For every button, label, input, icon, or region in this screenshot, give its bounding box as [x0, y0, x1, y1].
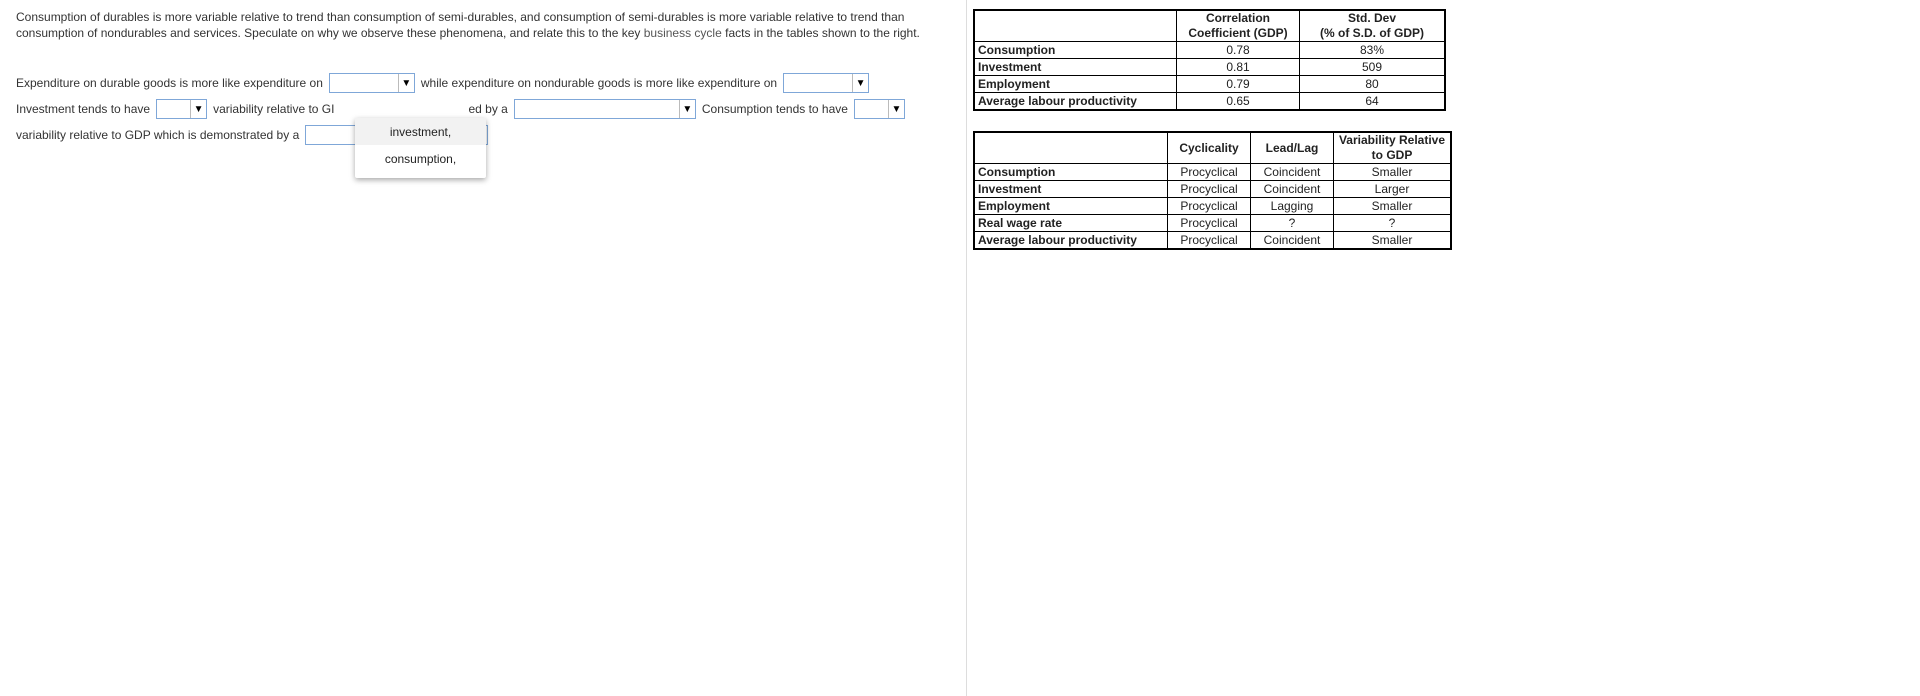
correlation-value: 0.78	[1177, 42, 1300, 59]
header-variability-line1: Variability Relative	[1338, 133, 1446, 147]
dropdown-option-investment[interactable]: investment,	[355, 118, 486, 145]
std-dev-value: 64	[1300, 93, 1446, 111]
correlation-value: 0.65	[1177, 93, 1300, 111]
q2-text-b: variability relative to GI	[213, 102, 335, 116]
row-label: Average labour productivity	[974, 232, 1168, 250]
table-row	[974, 59, 1445, 76]
header-std-dev-line1: Std. Dev	[1347, 11, 1396, 25]
lead-lag-value: ?	[1251, 215, 1334, 232]
header-variability	[1334, 132, 1452, 164]
std-dev-value: 509	[1300, 59, 1446, 76]
table-row	[974, 232, 1451, 250]
q1-text-a: Expenditure on durable goods is more like expenditure on	[16, 76, 323, 90]
consumption-variability-select[interactable]	[854, 99, 905, 119]
header-cyclicality: Cyclicality	[1168, 132, 1251, 164]
lead-lag-value: Coincident	[1251, 232, 1334, 250]
cyclicality-value: Procyclical	[1168, 198, 1251, 215]
question-line-2	[16, 98, 905, 120]
q3-text-a: variability relative to GDP which is demonstrated by a	[16, 128, 300, 142]
dropdown-menu	[355, 118, 486, 178]
chevron-down-icon[interactable]: ▼	[852, 74, 868, 92]
variability-value: Larger	[1334, 181, 1452, 198]
header-lead-lag: Lead/Lag	[1251, 132, 1334, 164]
variability-value: ?	[1334, 215, 1452, 232]
row-label: Employment	[974, 198, 1168, 215]
header-blank	[974, 132, 1168, 164]
variability-value: Smaller	[1334, 164, 1452, 181]
row-label: Consumption	[974, 42, 1177, 59]
std-dev-value: 80	[1300, 76, 1446, 93]
investment-variability-select[interactable]	[156, 99, 207, 119]
table-row	[974, 42, 1445, 59]
header-variability-line2: to GDP	[1371, 148, 1413, 162]
lead-lag-value: Coincident	[1251, 164, 1334, 181]
table-row	[974, 93, 1445, 111]
question-line-1	[16, 72, 869, 94]
table-row	[974, 215, 1451, 232]
row-label: Consumption	[974, 164, 1168, 181]
table-row	[974, 181, 1451, 198]
row-label: Investment	[974, 59, 1177, 76]
lead-lag-value: Lagging	[1251, 198, 1334, 215]
variability-value: Smaller	[1334, 198, 1452, 215]
panel-divider	[966, 0, 967, 696]
variability-value: Smaller	[1334, 232, 1452, 250]
cyclicality-value: Procyclical	[1168, 164, 1251, 181]
table-header-row	[974, 132, 1451, 164]
table-header-row	[974, 10, 1445, 42]
correlation-value: 0.81	[1177, 59, 1300, 76]
investment-demonstrated-select[interactable]	[514, 99, 696, 119]
cyclicality-value: Procyclical	[1168, 232, 1251, 250]
header-blank	[974, 10, 1177, 42]
q2-text-a: Investment tends to have	[16, 102, 151, 116]
question-intro	[16, 9, 966, 41]
cyclicality-table	[973, 131, 1452, 250]
chevron-down-icon[interactable]: ▼	[888, 100, 904, 118]
table-row	[974, 76, 1445, 93]
chevron-down-icon[interactable]: ▼	[190, 100, 206, 118]
header-std-dev	[1300, 10, 1446, 42]
chevron-down-icon[interactable]: ▼	[679, 100, 695, 118]
header-correlation-line2: Coefficient (GDP)	[1188, 26, 1288, 40]
dropdown-option-consumption[interactable]: consumption,	[384, 151, 457, 166]
chevron-down-icon[interactable]: ▼	[398, 74, 414, 92]
q1-text-b: while expenditure on nondurable goods is more like expenditure on	[420, 76, 778, 90]
header-correlation	[1177, 10, 1300, 42]
row-label: Employment	[974, 76, 1177, 93]
cyclicality-value: Procyclical	[1168, 215, 1251, 232]
business-cycle-link[interactable]: business cycle	[643, 26, 722, 40]
row-label: Real wage rate	[974, 215, 1168, 232]
header-std-dev-line2: (% of S.D. of GDP)	[1320, 26, 1424, 40]
durable-goods-select[interactable]	[329, 73, 415, 93]
q2-text-c: ed by a	[468, 102, 508, 116]
q2-text-d: Consumption tends to have	[701, 102, 848, 116]
intro-text: Consumption of durables is more variable relative to trend than consumption of semi-durables, and consumption of semi-durables is more variable relative to trend than consumption of nondurables and services. Speculate on why we observe these phenomena, and relate this to the key	[16, 10, 905, 40]
intro-text-end: facts in the tables shown to the right.	[721, 26, 920, 40]
nondurable-goods-select[interactable]	[783, 73, 869, 93]
table-row	[974, 164, 1451, 181]
row-label: Investment	[974, 181, 1168, 198]
correlation-value: 0.79	[1177, 76, 1300, 93]
header-correlation-line1: Correlation	[1205, 11, 1270, 25]
std-dev-value: 83%	[1300, 42, 1446, 59]
row-label: Average labour productivity	[974, 93, 1177, 111]
correlation-table	[973, 9, 1446, 111]
question-panel	[16, 9, 966, 41]
cyclicality-value: Procyclical	[1168, 181, 1251, 198]
lead-lag-value: Coincident	[1251, 181, 1334, 198]
table-row	[974, 198, 1451, 215]
